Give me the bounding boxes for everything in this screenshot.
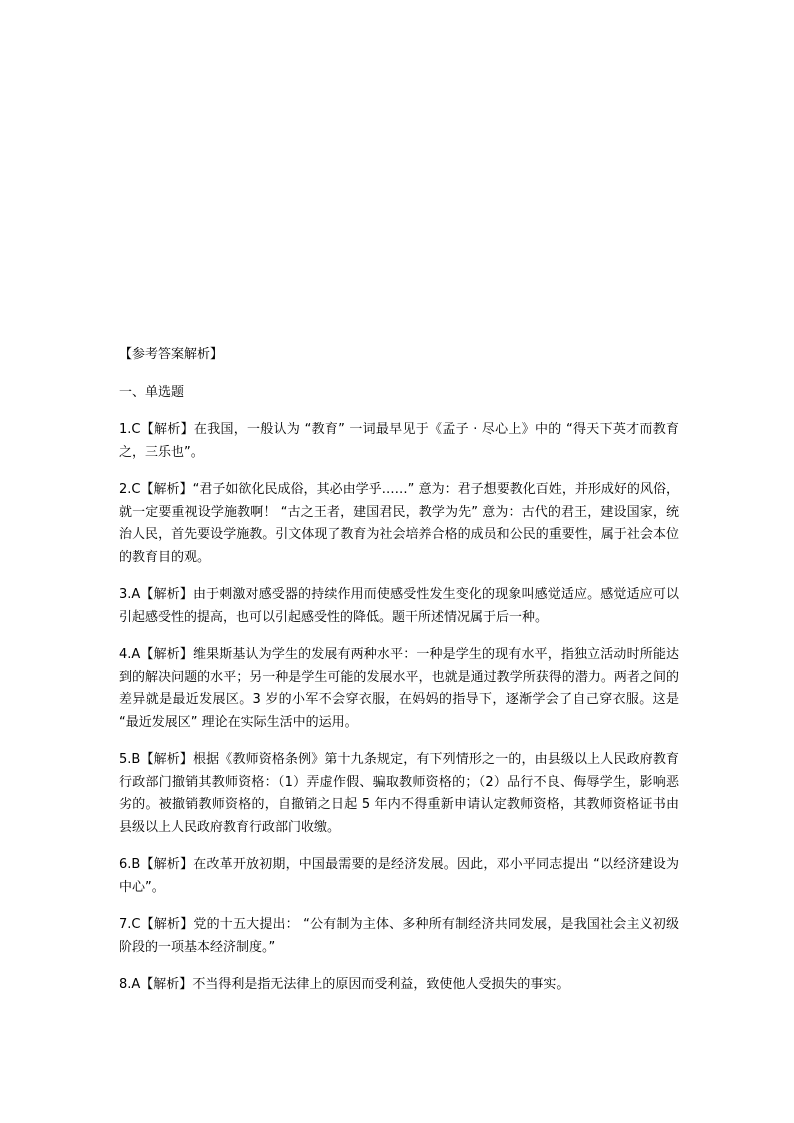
analysis-text: “君子如欲化民成俗，其必由学乎……” 意为：君子想要教化百姓，并形成好的风俗，就一定要重视设学施教啊！ “古之王者，建国君民，教学为先” 意为：古代的君王，建设国家，统治人民，首先要设学施教。引文体现了教育为社会培养合格的成员和公民的重要性，属于社会本位的教育目的观。 bbox=[119, 482, 679, 565]
analysis-tag: 【解析】 bbox=[140, 647, 193, 662]
section-title: 一、单选题 bbox=[119, 384, 185, 400]
answer-analysis-document bbox=[119, 344, 679, 1012]
answer-number: 5.B bbox=[119, 752, 141, 767]
analysis-text: 维果斯基认为学生的发展有两种水平：一种是学生的现有水平，指独立活动时所能达到的解决问题的水平；另一种是学生可能的发展水平，也就是通过教学所获得的潜力。两者之间的差异就是最近发展区。3 岁的小军不会穿衣服，在妈妈的指导下，逐渐学会了自己穿衣服。这是 “最近发展区” 理论在实际生活中的运用。 bbox=[119, 647, 679, 730]
analysis-tag: 【解析】 bbox=[140, 422, 194, 437]
answer-number: 2.C bbox=[119, 482, 141, 497]
analysis-text: 党的十五大提出： “公有制为主体、多种所有制经济共同发展，是我国社会主义初级阶段的一项基本经济制度。” bbox=[119, 917, 679, 955]
analysis-text: 不当得利是指无法律上的原因而受利益，致使他人受损失的事实。 bbox=[192, 977, 570, 992]
answer-item bbox=[119, 854, 679, 899]
analysis-tag: 【解析】 bbox=[140, 857, 194, 872]
answer-item bbox=[119, 584, 679, 629]
answer-list bbox=[119, 419, 679, 997]
answer-item bbox=[119, 479, 679, 569]
answer-number: 4.A bbox=[119, 647, 141, 662]
analysis-text: 根据《教师资格条例》第十九条规定，有下列情形之一的，由县级以上人民政府教育行政部门撤销其教师资格：（1）弄虚作假、骗取教师资格的；（2）品行不良、侮辱学生，影响恶劣的。被撤销教师资格的，自撤销之日起 5 年内不得重新申请认定教师资格，其教师资格证书由县级以上人民政府教育行政部门收缴。 bbox=[119, 752, 679, 835]
analysis-tag: 【解析】 bbox=[140, 752, 194, 767]
answer-item bbox=[119, 914, 679, 959]
analysis-text: 在改革开放初期，中国最需要的是经济发展。因此，邓小平同志提出 “以经济建设为中心”。 bbox=[119, 857, 679, 895]
answer-number: 7.C bbox=[119, 917, 141, 932]
answer-item bbox=[119, 749, 679, 839]
answer-number: 6.B bbox=[119, 857, 141, 872]
answer-number: 3.A bbox=[119, 587, 141, 602]
analysis-tag: 【解析】 bbox=[140, 977, 193, 992]
analysis-tag: 【解析】 bbox=[140, 587, 193, 602]
document-heading: 【参考答案解析】 bbox=[119, 347, 224, 362]
analysis-tag: 【解析】 bbox=[140, 482, 193, 497]
analysis-text: 在我国，一般认为 “教育” 一词最早见于《孟子 · 尽心上》中的 “得天下英才而教育之，三乐也”。 bbox=[119, 422, 679, 460]
answer-number: 8.A bbox=[119, 977, 141, 992]
analysis-text: 由于刺激对感受器的持续作用而使感受性发生变化的现象叫感觉适应。感觉适应可以引起感受性的提高，也可以引起感受性的降低。题干所述情况属于后一种。 bbox=[119, 587, 679, 625]
analysis-tag: 【解析】 bbox=[140, 917, 194, 932]
answer-item bbox=[119, 644, 679, 734]
answer-number: 1.C bbox=[119, 422, 141, 437]
answer-item bbox=[119, 974, 679, 997]
answer-item bbox=[119, 419, 679, 464]
